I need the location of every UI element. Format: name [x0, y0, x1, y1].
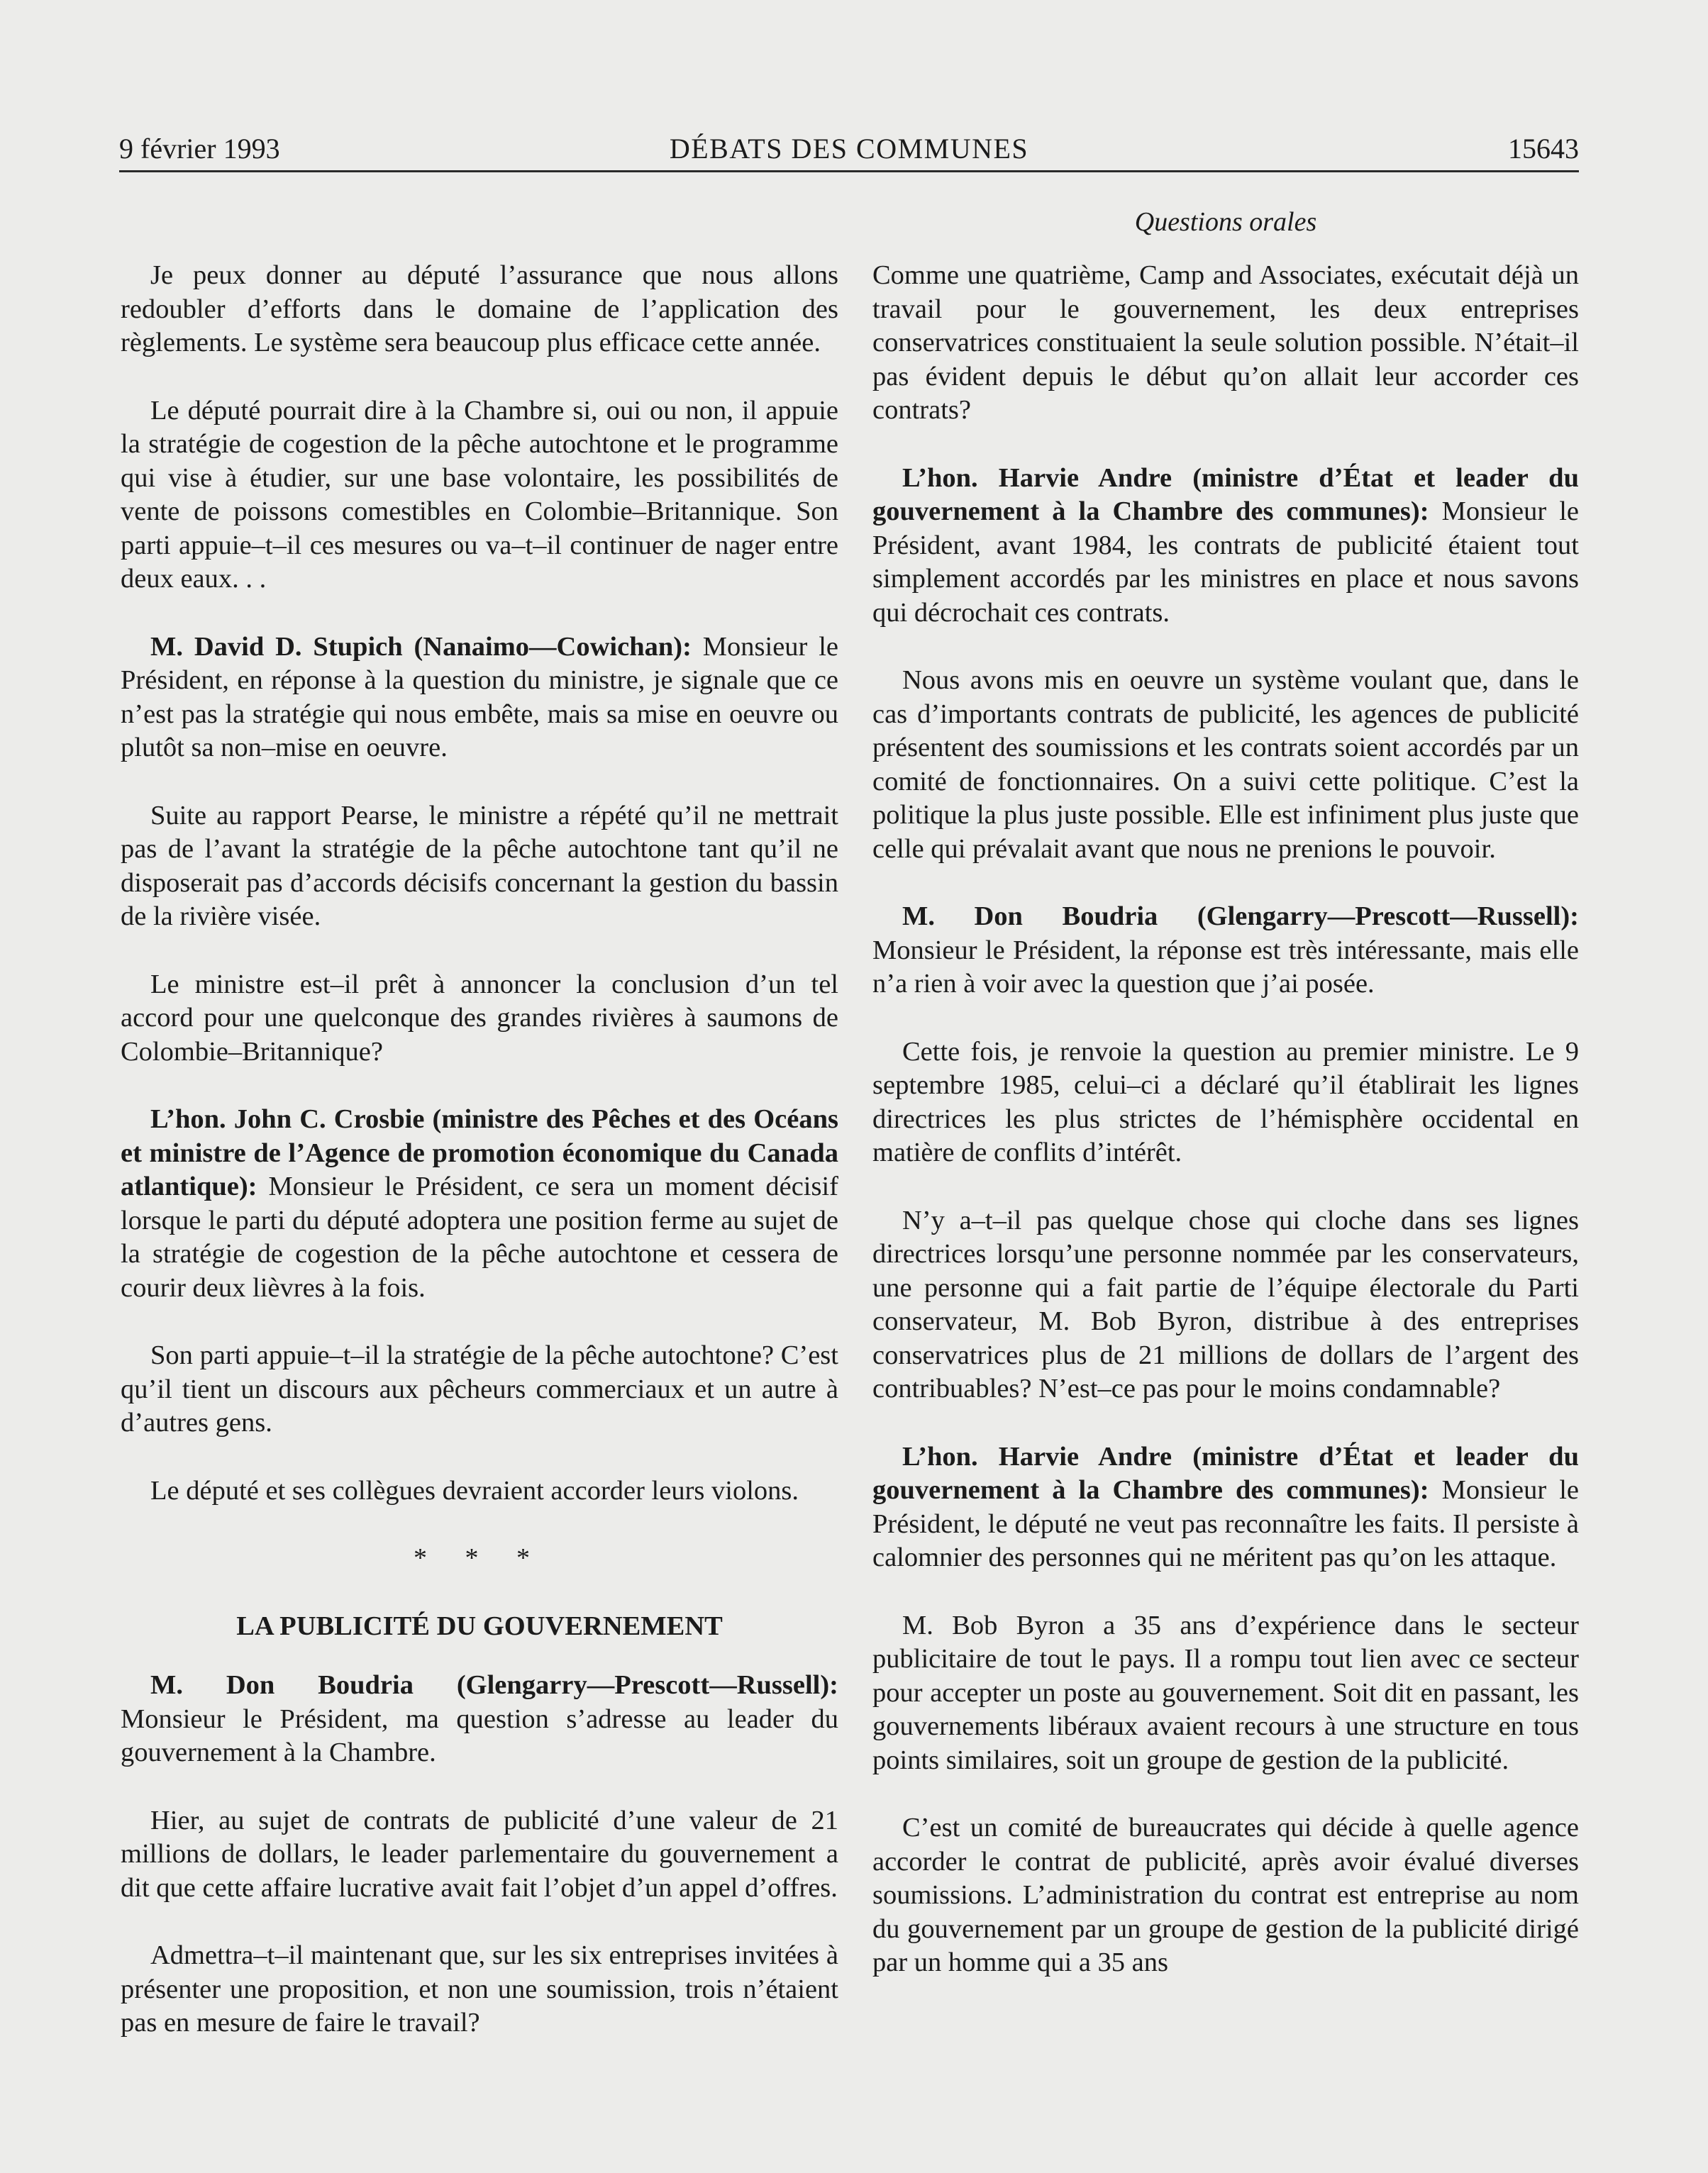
paragraph: Le député pourrait dire à la Chambre si, oui ou non, il appuie la stratégie de cogestion de la pêche autochtone et le programme qui vise à étudier, sur une base volontaire, les possibilités de vente de poissons comestibles en Colombie–Britannique. Son parti appuie–t–il ces mesures ou va–t–il continuer de nager entre deux eaux. . . [121, 395, 838, 594]
section-separator: * * * [414, 1543, 545, 1573]
paragraph: Admettra–t–il maintenant que, sur les six entreprises invitées à présenter une proposition, et non une soumission, trois n’étaient pas en mesure de faire le travail? [121, 1940, 838, 2038]
paragraph: Cette fois, je renvoie la question au premier ministre. Le 9 septembre 1985, celui–ci a déclaré qu’il établirait les lignes directrices les plus strictes de l’hémisphère occidental en matière de conflits d’intérêt. [872, 1036, 1579, 1167]
paragraph: Le député et ses collègues devraient accorder leurs violons. [150, 1475, 799, 1506]
header-date: 9 février 1993 [119, 133, 280, 165]
speaker-name: L’hon. John C. Crosbie (ministre des Pêches et des Océans et ministre de l’Agence de promotion économique du Canada atlantique): [121, 1104, 838, 1201]
header-title: DÉBATS DES COMMUNES [669, 133, 1029, 165]
speaker-name: L’hon. Harvie Andre (ministre d’État et leader du gouvernement à la Chambre des communes): [872, 1441, 1579, 1505]
paragraph: Nous avons mis en oeuvre un système voulant que, dans le cas d’importants contrats de publicité, les agences de publicité présentent des soumissions et les contrats soient accordés par un comité de fonctionnaires. On a suivi cette politique. C’est la politique la plus juste possible. Elle est infiniment plus juste que celle qui prévalait avant que nous ne prenions le pouvoir. [872, 665, 1579, 864]
speech-paragraph [121, 1103, 838, 1305]
page-number: 15643 [1508, 133, 1579, 165]
speech-paragraph [872, 1440, 1579, 1575]
paragraph: C’est un comité de bureaucrates qui décide à quelle agence accorder le contrat de publicité, après avoir évalué diverses soumissions. L’administration du contrat est entreprise au nom du gouvernement par un groupe de gestion de la publicité dirigé par un homme qui a 35 ans [872, 1813, 1579, 1977]
paragraph: Hier, au sujet de contrats de publicité d’une valeur de 21 millions de dollars, le leader parlementaire du gouvernement a dit que cette affaire lucrative avait fait l’objet d’un appel d’offres. [121, 1805, 838, 1903]
speech-text: Monsieur le Président, la réponse est très intéressante, mais elle n’a rien à voir avec la question que j’ai posée. [872, 935, 1579, 999]
paragraph: Suite au rapport Pearse, le ministre a répété qu’il ne mettrait pas de l’avant la stratégie de la pêche autochtone tant qu’il ne disposerait pas d’accords décisifs concernant la gestion du bassin de la rivière visée. [121, 800, 838, 931]
paragraph: Je peux donner au député l’assurance que nous allons redoubler d’efforts dans le domaine de l’application des règlements. Le système sera beaucoup plus efficace cette année. [121, 260, 838, 357]
page-header [119, 129, 1579, 169]
right-column [872, 259, 1579, 2014]
paragraph: Son parti appuie–t–il la stratégie de la pêche autochtone? C’est qu’il tient un discours aux pêcheurs commerciaux et un autre à d’autres gens. [121, 1340, 838, 1438]
speech-text: Monsieur le Président, en réponse à la question du ministre, je signale que ce n’est pas la stratégie qui nous embête, mais sa mise en oeuvre ou plutôt sa non–mise en oeuvre. [121, 631, 839, 762]
section-label: Questions orales [1134, 207, 1317, 237]
speech-paragraph [872, 462, 1579, 630]
paragraph: M. Bob Byron a 35 ans d’expérience dans le secteur publicitaire de tout le pays. Il a rompu tout lien avec ce secteur pour accepter un poste au gouvernement. Soit dit en passant, les gouvernements libéraux avaient recours à une structure en tous points similaires, soit un groupe de gestion de la publicité. [872, 1610, 1579, 1775]
speaker-name: M. Don Boudria (Glengarry—Prescott—Russell): [902, 901, 1579, 931]
speaker-name: M. David D. Stupich (Nanaimo—Cowichan): [150, 631, 692, 662]
speech-paragraph [121, 630, 838, 765]
speech-text: Monsieur le Président, le député ne veut pas reconnaître les faits. Il persiste à calomnier des personnes qui ne méritent pas qu’on les attaque. [872, 1475, 1579, 1572]
header-rule [119, 170, 1579, 172]
paragraph: N’y a–t–il pas quelque chose qui cloche dans ses lignes directrices lorsqu’une personne nommée par les conservateurs, une personne qui a fait partie de l’équipe électorale du Parti conservateur, M. Bob Byron, distribue à des entreprises conservatrices plus de 21 millions de dollars de l’argent des contribuables? N’est–ce pas pour le moins condamnable? [872, 1205, 1579, 1404]
paragraph: Le ministre est–il prêt à annoncer la conclusion d’un tel accord pour une quelconque des grandes rivières à saumons de Colombie–Britannique? [121, 969, 838, 1067]
speaker-name: M. Don Boudria (Glengarry—Prescott—Russell): [150, 1670, 838, 1700]
left-column [121, 259, 838, 2074]
speech-text: Monsieur le Président, ce sera un moment décisif lorsque le parti du député adoptera une position ferme au sujet de la stratégie de cogestion de la pêche autochtone et cessera de courir deux lièvres à la fois. [121, 1172, 838, 1303]
speech-paragraph [872, 900, 1579, 1001]
section-heading: LA PUBLICITÉ DU GOUVERNEMENT [236, 1611, 723, 1641]
speaker-name: L’hon. Harvie Andre (ministre d’État et leader du gouvernement à la Chambre des communes): [872, 462, 1579, 526]
speech-paragraph [121, 1669, 838, 1770]
paragraph: Comme une quatrième, Camp and Associates, exécutait déjà un travail pour le gouvernement, les deux entreprises conservatrices constituaient la seule solution possible. N’était–il pas évident depuis le début qu’on allait leur accorder ces contrats? [872, 260, 1579, 425]
speech-text: Monsieur le Président, avant 1984, les contrats de publicité étaient tout simplement accordés par les ministres en place et nous savons qui décrochait ces contrats. [872, 496, 1579, 628]
speech-text: Monsieur le Président, ma question s’adresse au leader du gouvernement à la Chambre. [121, 1704, 838, 1767]
